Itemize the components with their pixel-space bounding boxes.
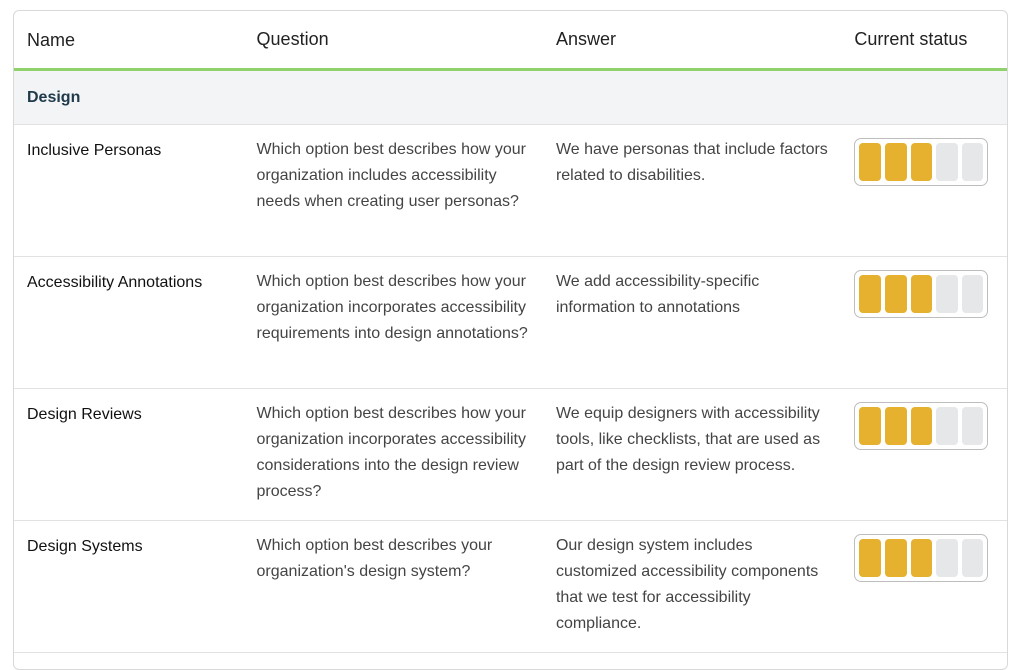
status-segment-filled	[859, 539, 881, 577]
header-question[interactable]: Question	[256, 29, 329, 49]
row-answer: We equip designers with accessibility tools, like checklists, that are used as part of the design review process.	[555, 405, 821, 474]
status-meter	[854, 402, 988, 450]
row-name: Accessibility Annotations	[27, 274, 203, 291]
row-name: Inclusive Personas	[27, 142, 162, 159]
status-segment-filled	[885, 275, 907, 313]
status-segment-filled	[859, 407, 881, 445]
status-meter	[854, 270, 988, 318]
row-answer: We have personas that include factors related to disabilities.	[555, 141, 828, 184]
status-segment-filled	[885, 407, 907, 445]
status-meter	[854, 138, 988, 186]
row-status	[842, 405, 1007, 520]
status-segment-filled	[885, 539, 907, 577]
section-design: Design	[14, 71, 1007, 125]
status-segment-empty	[962, 275, 984, 313]
row-status	[842, 273, 1007, 388]
row-question: Which option best describes how your organization incorporates accessibility requirements into design annotations?	[256, 273, 528, 342]
status-segment-empty	[962, 143, 984, 181]
status-segment-filled	[911, 275, 933, 313]
maturity-table	[13, 10, 1008, 670]
row-status	[842, 537, 1007, 652]
status-segment-empty	[936, 539, 958, 577]
header-name[interactable]: Name	[27, 30, 76, 50]
status-segment-filled	[911, 407, 933, 445]
status-segment-empty	[962, 539, 984, 577]
status-segment-empty	[936, 143, 958, 181]
status-segment-filled	[885, 143, 907, 181]
status-segment-empty	[962, 407, 984, 445]
row-name: Design Reviews	[27, 406, 142, 423]
table-header	[14, 11, 1007, 71]
status-segment-empty	[936, 407, 958, 445]
row-status	[842, 141, 1007, 256]
row-answer: Our design system includes customized accessibility components that we test for accessibility compliance.	[555, 537, 819, 632]
status-segment-empty	[936, 275, 958, 313]
header-answer[interactable]: Answer	[555, 29, 616, 49]
row-question: Which option best describes your organization's design system?	[256, 537, 493, 580]
table-row	[14, 389, 1007, 521]
header-status[interactable]: Current status	[854, 29, 968, 49]
row-question: Which option best describes how your organization incorporates accessibility considerations into the design review process?	[256, 405, 526, 500]
status-segment-filled	[859, 143, 881, 181]
status-segment-filled	[911, 539, 933, 577]
row-question: Which option best describes how your organization includes accessibility needs when creating user personas?	[256, 141, 526, 210]
row-answer: We add accessibility-specific information to annotations	[555, 273, 760, 316]
row-name: Design Systems	[27, 538, 143, 555]
table-row	[14, 521, 1007, 653]
table-row	[14, 125, 1007, 257]
status-meter	[854, 534, 988, 582]
table-row	[14, 257, 1007, 389]
status-segment-filled	[911, 143, 933, 181]
table-body	[14, 125, 1007, 653]
status-segment-filled	[859, 275, 881, 313]
